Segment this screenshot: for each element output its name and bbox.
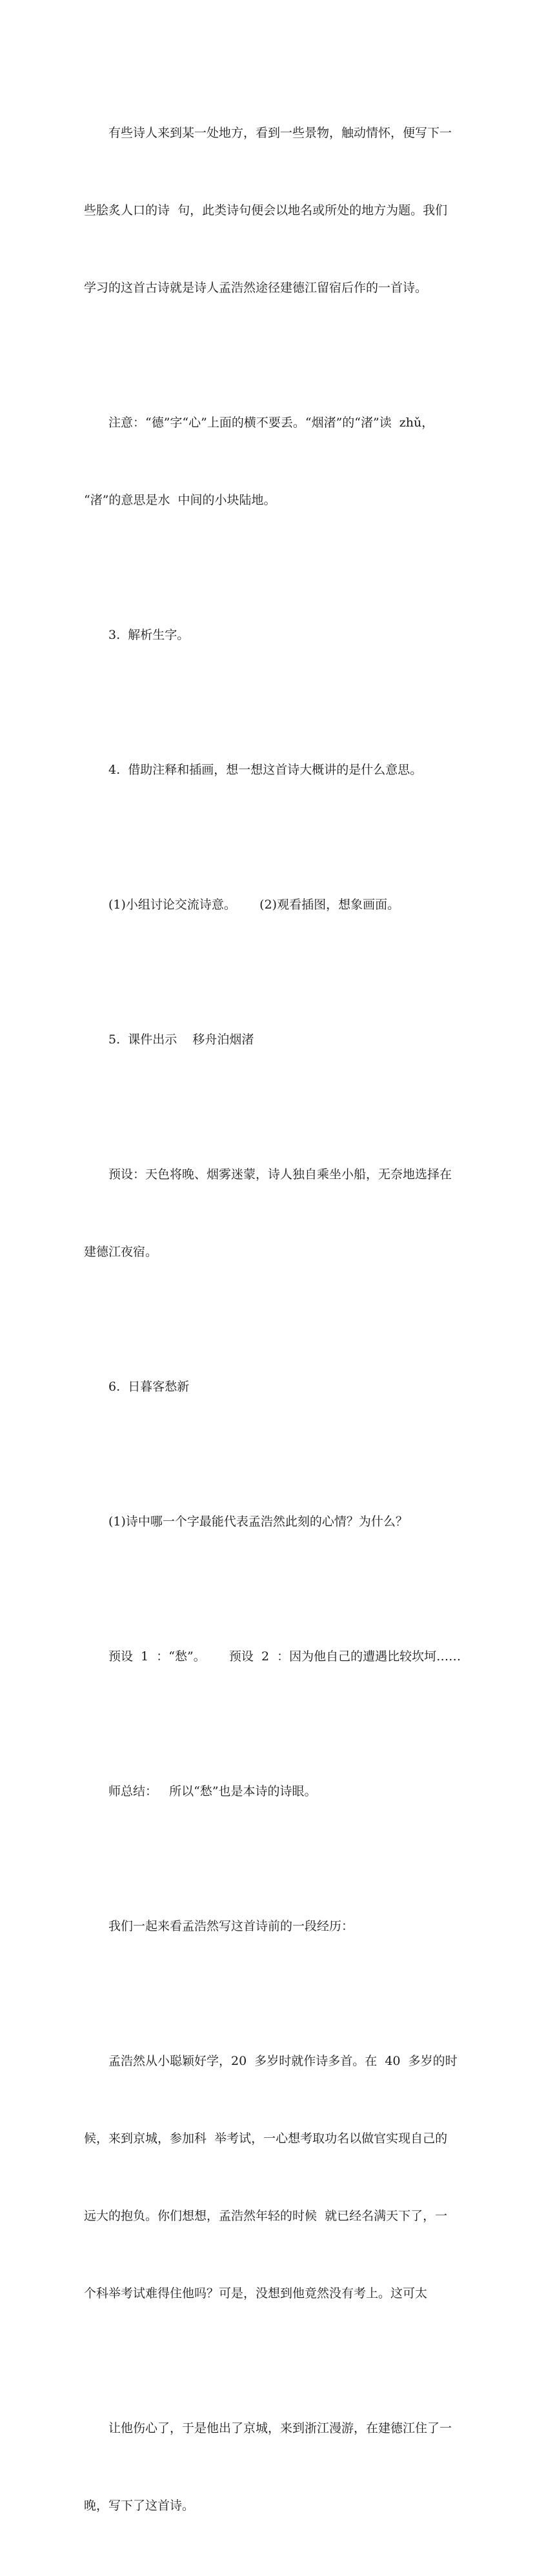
paragraph-step-3 bbox=[84, 570, 471, 699]
document-page bbox=[84, 68, 471, 2576]
text-line: 些脍炙人口的诗 句，此类诗句便会以地名或所处的地方为题。我们 bbox=[84, 203, 448, 217]
text-line: “渚”的意思是水 中间的小块陆地。 bbox=[84, 493, 276, 507]
text-line: 注意：“德”字“心”上面的横不要丢。“烟渚”的“渚”读 zhǔ， bbox=[108, 416, 434, 430]
paragraph-preset bbox=[84, 1110, 471, 1316]
text-line: 3. 解析生字。 bbox=[108, 628, 190, 642]
text-line: 6. 日暮客愁新 bbox=[108, 1380, 190, 1394]
text-line: 远大的抱负。你们想想，孟浩然年轻的时候 就已经名满天下了，一 bbox=[84, 2209, 448, 2223]
text-line: 候，来到京城，参加科 举考试，一心想考取功名以做官实现自己的 bbox=[84, 2131, 448, 2146]
text-line: 让他伤心了，于是他出了京城，来到浙江漫游，在建德江住了一 bbox=[108, 2421, 452, 2435]
text-line: 孟浩然从小聪颖好学，20 多岁时就作诗多首。在 40 多岁的时 bbox=[108, 2054, 458, 2068]
text-line: 4. 借助注释和插画，想一想这首诗大概讲的是什么意思。 bbox=[108, 763, 423, 777]
text-line: 晚，写下了这首诗。 bbox=[84, 2499, 195, 2513]
text-line: 我们一起来看孟浩然写这首诗前的一段经历： bbox=[108, 1919, 354, 1933]
paragraph-summary bbox=[84, 1727, 471, 1856]
text-line: 预设 1 ：“愁”。 预设 2 ：因为他自己的遭遇比较坎坷…… bbox=[108, 1649, 461, 1664]
paragraph-presets-1-2 bbox=[84, 1592, 471, 1721]
paragraph-question bbox=[84, 1457, 471, 1586]
text-line: (1)小组讨论交流诗意。 (2)观看插图，想象画面。 bbox=[108, 898, 400, 912]
text-line: 学习的这首古诗就是诗人孟浩然途径建德江留宿后作的一首诗。 bbox=[84, 281, 428, 295]
text-line: 师总结： 所以“愁”也是本诗的诗眼。 bbox=[108, 1784, 317, 1798]
paragraph-note bbox=[84, 358, 471, 565]
paragraph-step-4 bbox=[84, 705, 471, 834]
paragraph-conclusion bbox=[84, 2364, 471, 2570]
paragraph-experience-intro bbox=[84, 1862, 471, 1991]
text-line: (1)诗中哪一个字最能代表孟浩然此刻的心情？为什么？ bbox=[108, 1514, 408, 1529]
text-line: 有些诗人来到某一处地方，看到一些景物，触动情怀，便写下一 bbox=[108, 126, 452, 140]
paragraph-step-6 bbox=[84, 1322, 471, 1451]
text-line: 5. 课件出示 移舟泊烟渚 bbox=[108, 1032, 254, 1047]
text-line: 个科举考试难得住他吗？可是，没想到他竟然没有考上。这可太 bbox=[84, 2286, 428, 2300]
paragraph-intro bbox=[84, 68, 471, 352]
paragraph-biography bbox=[84, 1997, 471, 2358]
text-line: 预设：天色将晚、烟雾迷蒙，诗人独自乘坐小船，无奈地选择在 bbox=[108, 1167, 452, 1182]
paragraph-step-5 bbox=[84, 975, 471, 1104]
paragraph-substeps bbox=[84, 840, 471, 969]
text-line: 建德江夜宿。 bbox=[84, 1245, 158, 1259]
